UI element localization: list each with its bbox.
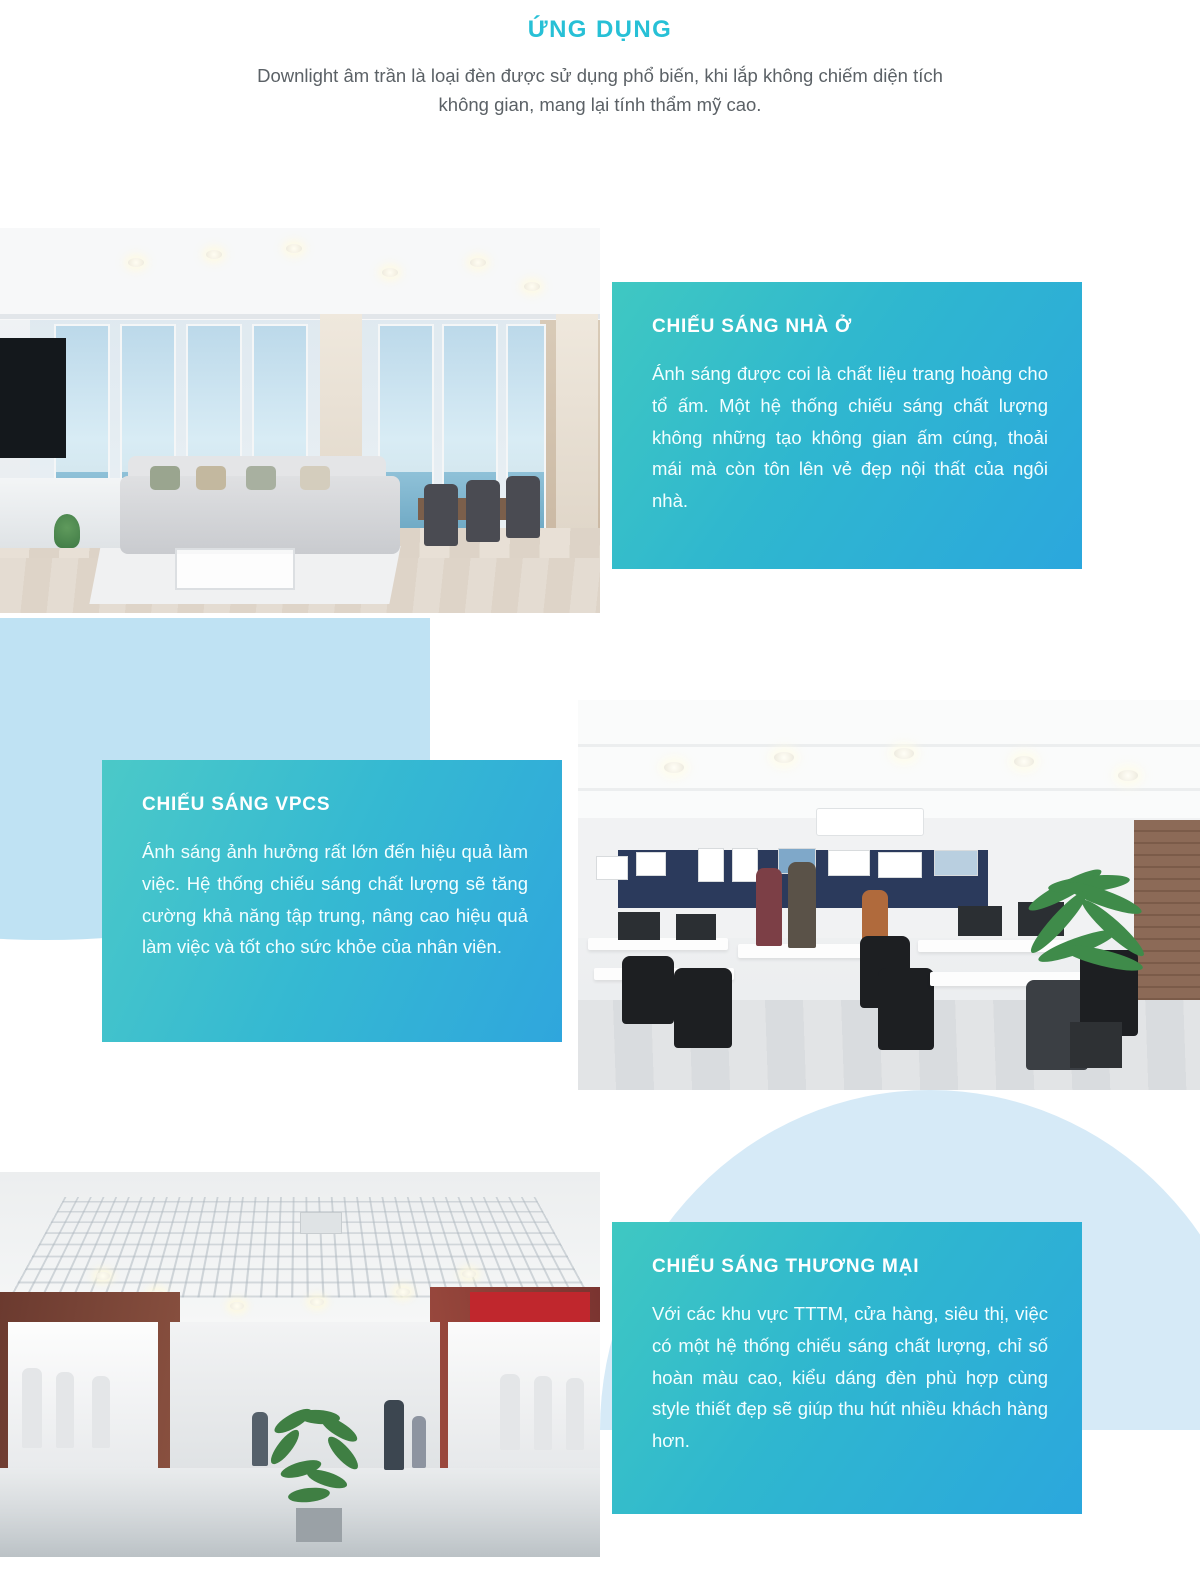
section-image-mall: [0, 1172, 600, 1557]
card-title-mall: CHIẾU SÁNG THƯƠNG MẠI: [652, 1256, 920, 1277]
card-title-home: CHIẾU SÁNG NHÀ Ở: [652, 316, 853, 337]
section-card-home: [612, 282, 1082, 569]
page-subtitle: Downlight âm trần là loại đèn được sử dụng phổ biến, khi lắp không chiếm diện tích không gian, mang lại tính thẩm mỹ cao.: [257, 65, 943, 115]
card-body-office: Ánh sáng ảnh hưởng rất lớn đến hiệu quả làm việc. Hệ thống chiếu sáng chất lượng sẽ tăng cường khả năng tập trung, nâng cao hiệu quả làm việc và tốt cho sức khỏe của nhân viên.: [142, 841, 528, 958]
section-card-mall: [612, 1222, 1082, 1514]
section-card-office: [102, 760, 562, 1042]
section-image-office: [578, 700, 1200, 1090]
page-header: [0, 0, 1200, 119]
card-body-mall: Với các khu vực TTTM, cửa hàng, siêu thị, việc có một hệ thống chiếu sáng chất lượng, chỉ số hoàn màu cao, kiểu dáng đèn phù hợp cùng style thiết đẹp sẽ giúp thu hút nhiều khách hàng hơn.: [652, 1303, 1048, 1452]
card-body-home: Ánh sáng được coi là chất liệu trang hoàng cho tổ ấm. Một hệ thống chiếu sáng chất lượng không những tạo không gian ấm cúng, thoải mái mà còn tôn lên vẻ đẹp nội thất của ngôi nhà.: [652, 363, 1048, 512]
card-title-office: CHIẾU SÁNG VPCS: [142, 794, 331, 815]
section-image-home: [0, 228, 600, 613]
page-title: ỨNG DỤNG: [527, 16, 673, 43]
